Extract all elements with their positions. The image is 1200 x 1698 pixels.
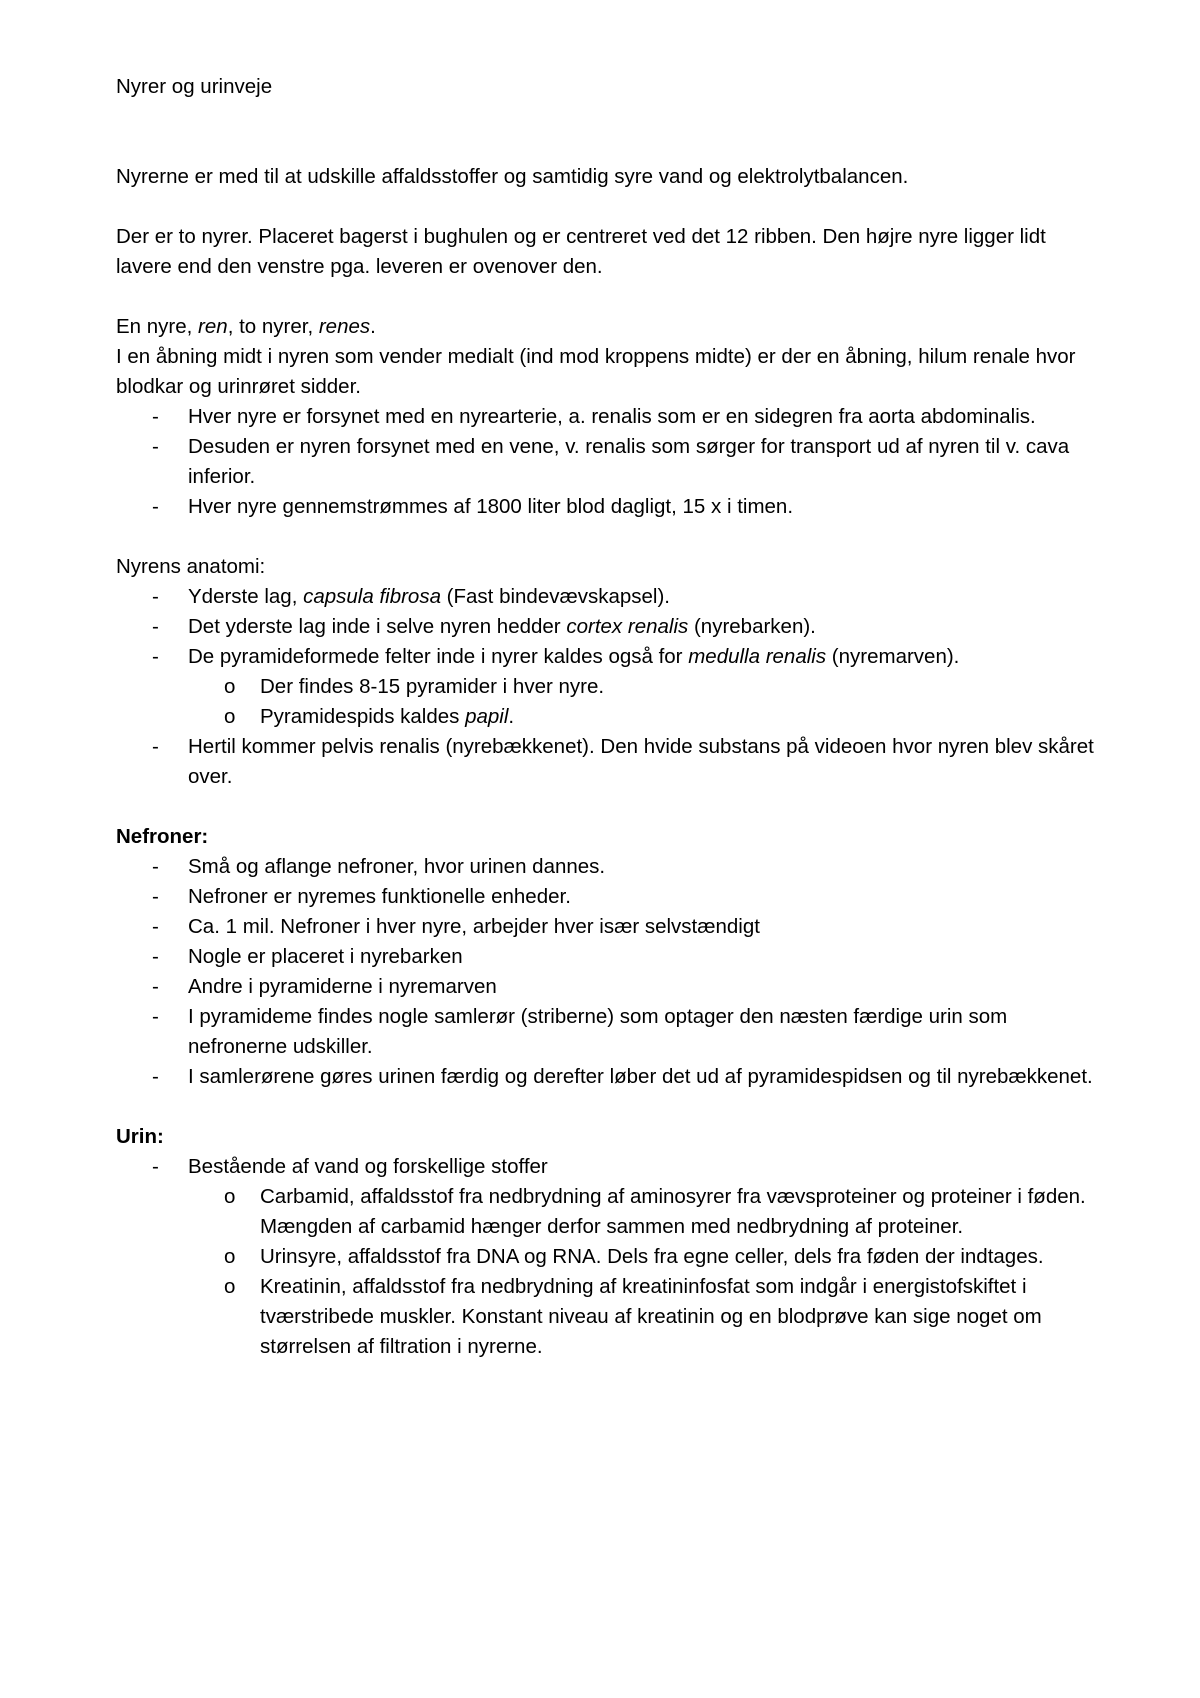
document-page bbox=[116, 72, 1106, 1362]
pyramid-sublist bbox=[188, 672, 1106, 732]
circle-marker: o bbox=[224, 675, 236, 698]
list-item: - Nogle er placeret i nyrebarken bbox=[116, 942, 1106, 972]
list-item: o Pyramidespids kaldes papil. bbox=[188, 702, 1106, 732]
list-item: - Desuden er nyren forsynet med en vene, v. renalis som sørger for transport ud af nyren til v. cava inferior. bbox=[116, 432, 1106, 492]
anatomy-heading: Nyrens anatomi: bbox=[116, 555, 266, 578]
dash-marker: - bbox=[152, 1065, 159, 1088]
dash-marker: - bbox=[152, 585, 159, 608]
circle-marker: o bbox=[224, 705, 236, 728]
term-ren: ren bbox=[198, 315, 228, 338]
list-item: - Ca. 1 mil. Nefroner i hver nyre, arbejder hver især selvstændigt bbox=[116, 912, 1106, 942]
dash-marker: - bbox=[152, 1155, 159, 1178]
list-item: - I samlerørene gøres urinen færdig og derefter løber det ud af pyramidespidsen og til nyrebækkenet. bbox=[116, 1062, 1106, 1092]
list-item: - Hertil kommer pelvis renalis (nyrebækkenet). Den hvide substans på videoen hvor nyren blev skåret over. bbox=[116, 732, 1106, 792]
circle-marker: o bbox=[224, 1245, 236, 1268]
dash-marker: - bbox=[152, 975, 159, 998]
document-title: Nyrer og urinveje bbox=[116, 75, 273, 98]
circle-marker: o bbox=[224, 1275, 236, 1298]
intro-paragraph: Nyrerne er med til at udskille affaldsstoffer og samtidig syre vand og elektrolytbalancen. bbox=[116, 165, 909, 188]
circle-marker: o bbox=[224, 1185, 236, 1208]
dash-marker: - bbox=[152, 945, 159, 968]
urin-list bbox=[116, 1152, 1106, 1362]
dash-marker: - bbox=[152, 915, 159, 938]
dash-marker: - bbox=[152, 435, 159, 458]
hilum-paragraph: I en åbning midt i nyren som vender medialt (ind mod kroppens midte) er der en åbning, hilum renale hvor blodkar og urinrøret sidder. bbox=[116, 345, 1076, 398]
nefroner-heading: Nefroner: bbox=[116, 825, 209, 848]
urin-heading: Urin: bbox=[116, 1125, 164, 1148]
list-item: - I pyramideme findes nogle samlerør (striberne) som optager den næsten færdige urin som nefronerne udskiller. bbox=[116, 1002, 1106, 1062]
dash-marker: - bbox=[152, 885, 159, 908]
dash-marker: - bbox=[152, 735, 159, 758]
dash-marker: - bbox=[152, 615, 159, 638]
placement-paragraph: Der er to nyrer. Placeret bagerst i bughulen og er centreret ved det 12 ribben. Den højre nyre ligger lidt lavere end den venstre pga. leveren er ovenover den. bbox=[116, 225, 1046, 278]
names-paragraph: En nyre, ren, to nyrer, renes. bbox=[116, 315, 376, 338]
list-item: - Andre i pyramiderne i nyremarven bbox=[116, 972, 1106, 1002]
list-item: - Hver nyre gennemstrømmes af 1800 liter blod dagligt, 15 x i timen. bbox=[116, 492, 1106, 522]
list-item: - Yderste lag, capsula fibrosa (Fast bindevævskapsel). bbox=[116, 582, 1106, 612]
dash-marker: - bbox=[152, 1005, 159, 1028]
dash-marker: - bbox=[152, 645, 159, 668]
list-item: - Det yderste lag inde i selve nyren hedder cortex renalis (nyrebarken). bbox=[116, 612, 1106, 642]
list-item: - De pyramideformede felter inde i nyrer kaldes også for medulla renalis (nyremarven). o Der findes 8-15 pyramider i hver nyre. o Pyramidespids kaldes papil. bbox=[116, 642, 1106, 732]
nefroner-list bbox=[116, 852, 1106, 1092]
list-item: - Hver nyre er forsynet med en nyrearterie, a. renalis som er en sidegren fra aorta abdominalis. bbox=[116, 402, 1106, 432]
dash-marker: - bbox=[152, 405, 159, 428]
blood-supply-list bbox=[116, 402, 1106, 522]
urin-sublist bbox=[188, 1182, 1106, 1362]
list-item: - Bestående af vand og forskellige stoffer o Carbamid, affaldsstof fra nedbrydning af aminosyrer fra vævsproteiner og proteiner i føden. Mængden af carbamid hænger derfor sammen med nedbrydning af proteiner. o Urinsyre, affaldsstof fra DNA og RNA. Dels fra egne celler, dels fra føden der indtages. o Kreatinin, affaldsstof fra nedbrydning af kreatininfosfat som indgår i energistofskiftet i tværstribede muskler. Konstant niveau af kreatinin og en blodprøve kan sige noget om størrelsen af filtration i nyrerne. bbox=[116, 1152, 1106, 1362]
list-item: o Urinsyre, affaldsstof fra DNA og RNA. Dels fra egne celler, dels fra føden der indtages. bbox=[188, 1242, 1106, 1272]
list-item: - Små og aflange nefroner, hvor urinen dannes. bbox=[116, 852, 1106, 882]
dash-marker: - bbox=[152, 495, 159, 518]
anatomy-list bbox=[116, 582, 1106, 792]
term-renes: renes bbox=[318, 315, 371, 338]
dash-marker: - bbox=[152, 855, 159, 878]
list-item: - Nefroner er nyremes funktionelle enheder. bbox=[116, 882, 1106, 912]
list-item: o Der findes 8-15 pyramider i hver nyre. bbox=[188, 672, 1106, 702]
list-item: o Kreatinin, affaldsstof fra nedbrydning af kreatininfosfat som indgår i energistofskiftet i tværstribede muskler. Konstant niveau af kreatinin og en blodprøve kan sige noget om størrelsen af filtration i nyrerne. bbox=[188, 1272, 1106, 1362]
list-item: o Carbamid, affaldsstof fra nedbrydning af aminosyrer fra vævsproteiner og proteiner i føden. Mængden af carbamid hænger derfor sammen med nedbrydning af proteiner. bbox=[188, 1182, 1106, 1242]
